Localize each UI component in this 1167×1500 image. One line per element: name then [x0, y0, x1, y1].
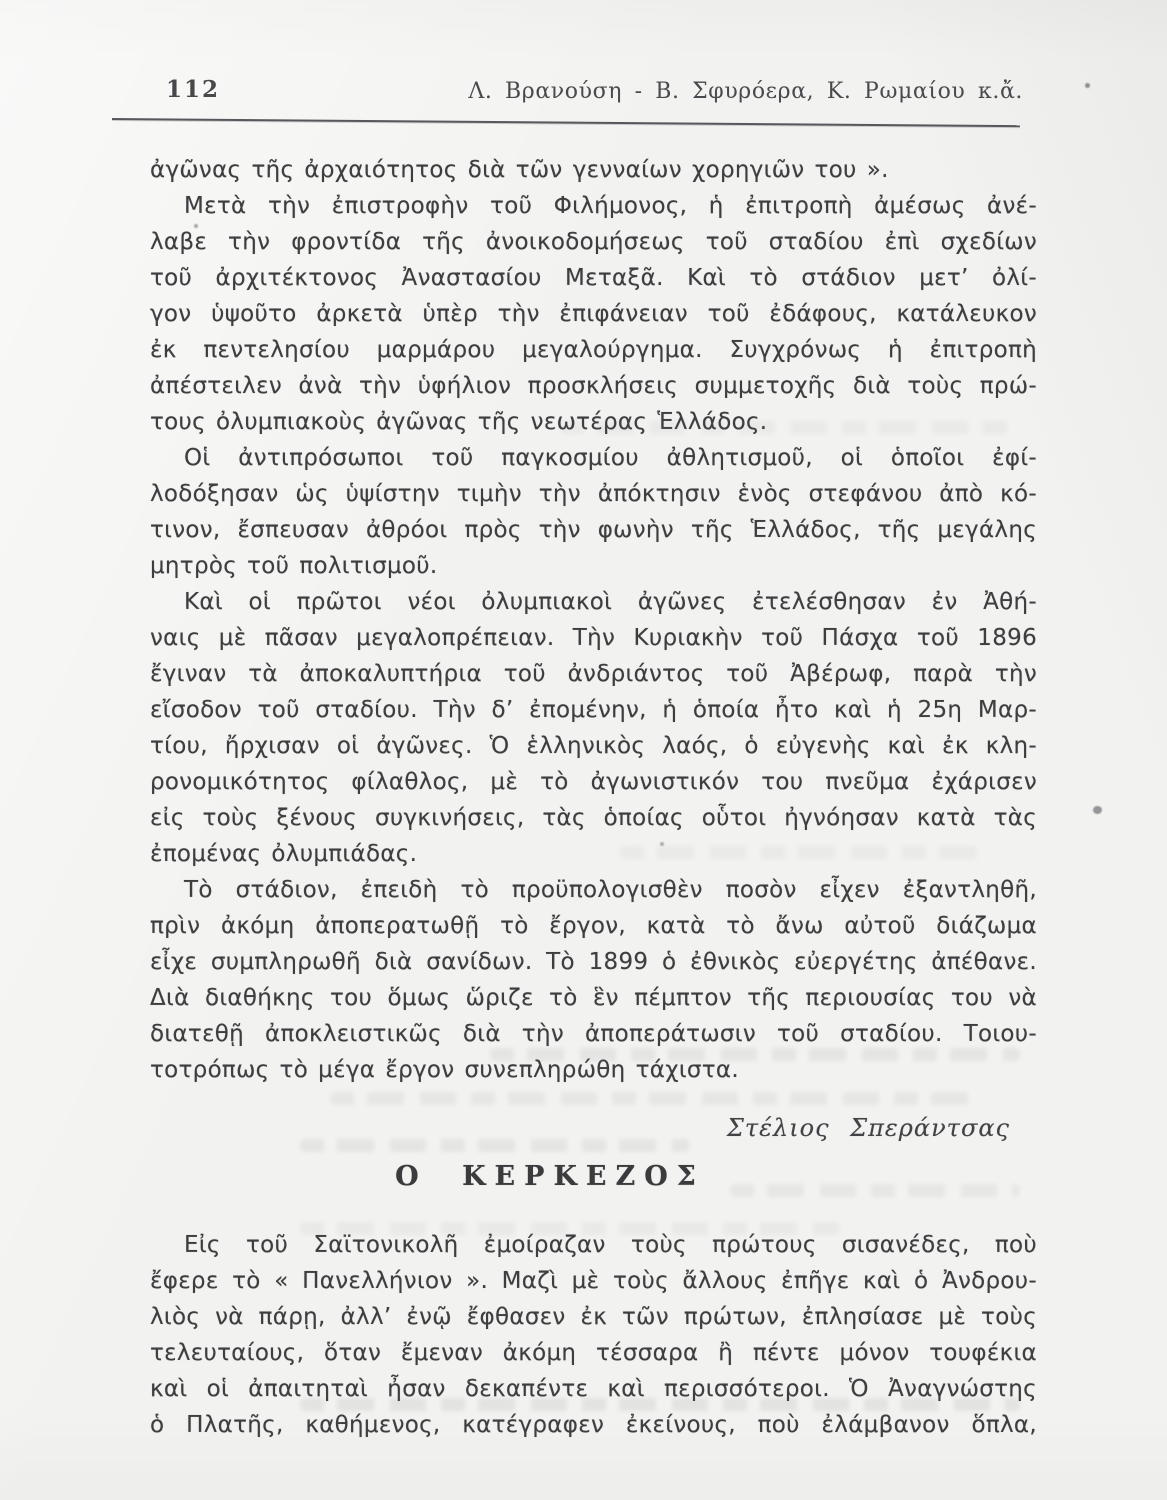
- article-body: [150, 152, 1037, 1088]
- text-line: ρονομικότητος φίλαθλος, μὲ τὸ ἀγωνιστικόν του πνεῦμα ἐχάρισεν: [150, 769, 1037, 795]
- text-line: ὁ Πλατῆς, καθήμενος, κατέγραφεν ἐκείνους, ποὺ ἐλάμβανον ὅπλα,: [150, 1412, 1037, 1438]
- text-line: τινον, ἔσπευσαν ἀθρόοι πρὸς τὴν φωνὴν τῆς Ἑλλάδος, τῆς μεγάλης: [150, 517, 1037, 543]
- scan-speck: [1093, 806, 1102, 814]
- text-line: ἔφερε τὸ « Πανελλήνιον ». Μαζὶ μὲ τοὺς ἄλλους ἐπῆγε καὶ ὁ Ἀνδρου-: [150, 1268, 1037, 1294]
- text-line: εἴσοδον τοῦ σταδίου. Τὴν δ’ ἐπομένην, ἡ ὁποία ἦτο καὶ ἡ 25η Μαρ-: [150, 697, 1037, 723]
- text-line: ἔγιναν τὰ ἀποκαλυπτήρια τοῦ ἀνδριάντος τοῦ Ἀβέρωφ, παρὰ τὴν: [150, 661, 1037, 687]
- text-line: Μετὰ τὴν ἐπιστροφὴν τοῦ Φιλήμονος, ἡ ἐπιτροπὴ ἀμέσως ἀνέ-: [184, 193, 1037, 219]
- next-article-title: Ο ΚΕΡΚΕΖΟΣ: [395, 1161, 705, 1192]
- text-line: ἀγῶνας τῆς ἀρχαιότητος διὰ τῶν γενναίων χορηγιῶν του ».: [150, 157, 889, 183]
- text-line: ἀπέστειλεν ἀνὰ τὴν ὑφήλιον προσκλήσεις συμμετοχῆς διὰ τοὺς πρώ-: [150, 373, 1037, 399]
- text-line: λιὸς νὰ πάρῃ, ἀλλ’ ἐνῷ ἔφθασεν ἐκ τῶν πρώτων, ἐπλησίασε μὲ τοὺς: [150, 1304, 1037, 1330]
- text-line: μητρὸς τοῦ πολιτισμοῦ.: [150, 553, 438, 579]
- author-signature: Στέλιος Σπεράντσας: [726, 1114, 1010, 1142]
- text-line: τους ὀλυμπιακοὺς ἀγῶνας τῆς νεωτέρας Ἑλλάδος.: [150, 409, 768, 435]
- page-number: 112: [166, 76, 221, 103]
- text-line: Διὰ διαθήκης του ὅμως ὥριζε τὸ ἓν πέμπτον τῆς περιουσίας του νὰ: [150, 985, 1037, 1011]
- text-line: πρὶν ἀκόμη ἀποπερατωθῇ τὸ ἔργον, κατὰ τὸ ἄνω αὐτοῦ διάζωμα: [150, 913, 1037, 939]
- text-line: ἐκ πεντελησίου μαρμάρου μεγαλούργημα. Συγχρόνως ἡ ἐπιτροπὴ: [150, 337, 1037, 363]
- text-line: Εἰς τοῦ Σαϊτονικολῆ ἐμοίραζαν τοὺς πρώτους σισανέδες, ποὺ: [184, 1232, 1037, 1258]
- scan-speck: [1085, 83, 1090, 88]
- text-line: καὶ οἱ ἀπαιτηταὶ ἦσαν δεκαπέντε καὶ περισσότεροι. Ὁ Ἀναγνώστης: [150, 1376, 1037, 1402]
- running-header: Λ. Βρανούση - Β. Σφυρόερα, Κ. Ρωμαίου κ.ἄ.: [468, 79, 1023, 104]
- bleed-through-text: [330, 1092, 970, 1105]
- text-line: τοῦ ἀρχιτέκτονος Ἀναστασίου Μεταξᾶ. Καὶ τὸ στάδιον μετ’ ὀλί-: [150, 265, 1037, 291]
- text-line: ναις μὲ πᾶσαν μεγαλοπρέπειαν. Τὴν Κυριακὴν τοῦ Πάσχα τοῦ 1896: [150, 625, 1037, 651]
- text-line: λοδόξησαν ὡς ὑψίστην τιμὴν τὴν ἀπόκτησιν ἑνὸς στεφάνου ἀπὸ κό-: [150, 481, 1037, 507]
- text-line: ἐπομένας ὀλυμπιάδας.: [150, 841, 418, 867]
- text-line: τοτρόπως τὸ μέγα ἔργον συνεπληρώθη τάχιστα.: [150, 1057, 740, 1083]
- text-line: εἰς τοὺς ξένους συγκινήσεις, τὰς ὁποίας οὗτοι ἠγνόησαν κατὰ τὰς: [150, 805, 1037, 831]
- text-line: γον ὑψοῦτο ἀρκετὰ ὑπὲρ τὴν ἐπιφάνειαν τοῦ ἐδάφους, κατάλευκον: [150, 301, 1037, 327]
- text-line: Τὸ στάδιον, ἐπειδὴ τὸ προϋπολογισθὲν ποσὸν εἶχεν ἐξαντληθῆ,: [184, 877, 1037, 903]
- text-line: λαβε τὴν φροντίδα τῆς ἀνοικοδομήσεως τοῦ σταδίου ἐπὶ σχεδίων: [150, 229, 1037, 255]
- text-line: Καὶ οἱ πρῶτοι νέοι ὀλυμπιακοὶ ἀγῶνες ἐτελέσθησαν ἐν Ἀθή-: [184, 589, 1037, 615]
- text-line: τελευταίους, ὅταν ἔμεναν ἀκόμη τέσσαρα ἢ πέντε μόνον τουφέκια: [150, 1340, 1037, 1366]
- header-rule: [112, 118, 1020, 128]
- text-line: διατεθῇ ἀποκλειστικῶς διὰ τὴν ἀποπεράτωσιν τοῦ σταδίου. Τοιου-: [150, 1021, 1037, 1047]
- text-line: Οἱ ἀντιπρόσωποι τοῦ παγκοσμίου ἀθλητισμοῦ, οἱ ὁποῖοι ἐφί-: [184, 445, 1037, 471]
- next-article-body: [150, 1227, 1037, 1443]
- text-line: τίου, ἤρχισαν οἱ ἀγῶνες. Ὁ ἑλληνικὸς λαός, ὁ εὐγενὴς καὶ ἐκ κλη-: [150, 733, 1037, 759]
- text-line: εἶχε συμπληρωθῆ διὰ σανίδων. Τὸ 1899 ὁ ἐθνικὸς εὐεργέτης ἀπέθανε.: [150, 949, 1037, 975]
